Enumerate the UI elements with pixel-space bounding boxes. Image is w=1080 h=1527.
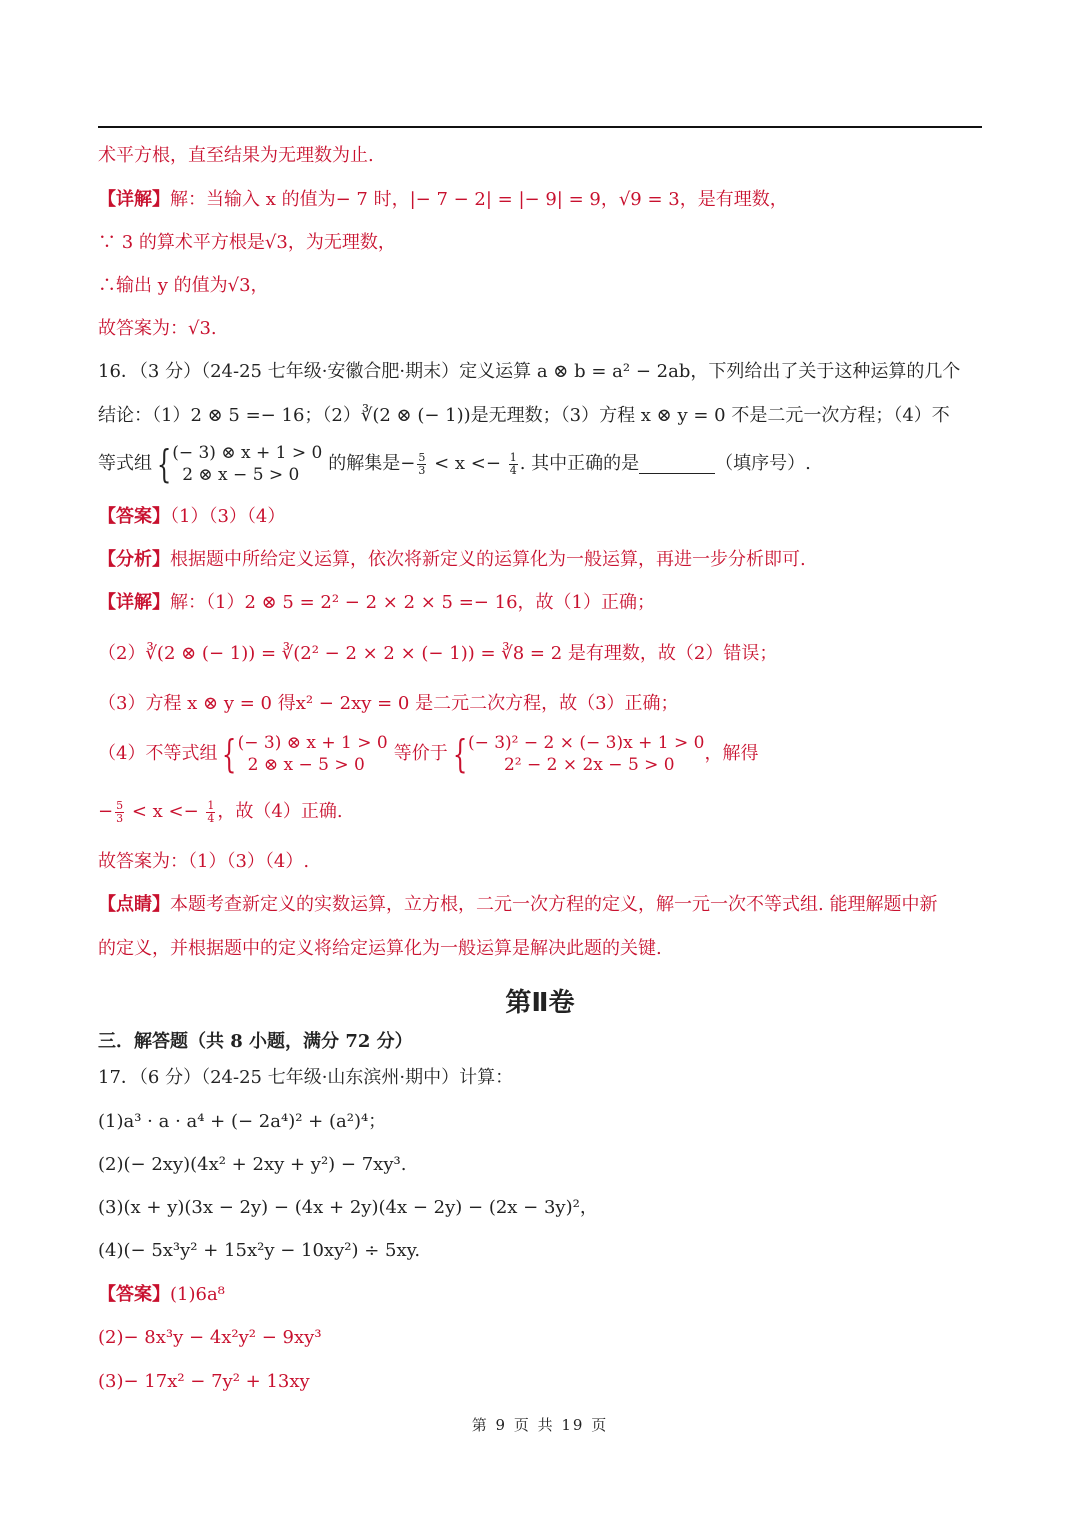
q16-detail-1: 【详解】解：（1）2 ⊗ 5 = 2² − 2 × 2 × 5 =− 16，故（1）正确； [98, 592, 655, 613]
text-line-5: 故答案为：√3. [98, 318, 217, 339]
fraction-5-3-b: $\frac{5}{3}$ [116, 798, 124, 825]
q17-answer-2: (2)− 8x³y − 4x²y² − 9xy³ [98, 1327, 322, 1348]
q16-answer: 【答案】（1）（3）（4） [98, 506, 286, 527]
page-footer: 第 9 页 共 19 页 [471, 1416, 609, 1434]
fraction-1-4: $\frac{1}{4}$ [509, 450, 517, 477]
section-title: 第Ⅱ卷 [505, 988, 575, 1018]
q16-detail-2: （2）∛(2 ⊗ (− 1)) = ∛(2² − 2 × 2 × (− 1)) = ∛8 = 2 是有理数，故（2）错误； [98, 643, 778, 664]
text-line-2: 【详解】解：当输入 x 的值为− 7 时，|− 7 − 2| = |− 9| = 9，√9 = 3，是有理数， [98, 189, 788, 210]
fraction-1-4-b: $\frac{1}{4}$ [207, 798, 215, 825]
header-rule [98, 126, 982, 128]
q16-analysis: 【分析】根据题中所给定义运算，依次将新定义的运算化为一般运算，再进一步分析即可. [98, 549, 806, 570]
text-line-1: 术平方根，直至结果为无理数为止. [98, 145, 374, 166]
q16-remark-1: 【点睛】本题考查新定义的实数运算，立方根，二元一次方程的定义，解一元一次不等式组. 能理解题中新 [98, 894, 938, 915]
q16-detail-3: （3）方程 x ⊗ y = 0 得x² − 2xy = 0 是二元二次方程，故（3）正确； [98, 693, 679, 714]
q17-answer-3: (3)− 17x² − 7y² + 13xy [98, 1371, 310, 1392]
q17-part-1: (1)a³ · a · a⁴ + (− 2a⁴)² + (a²)⁴； [98, 1111, 387, 1132]
q17-part-2: (2)(− 2xy)(4x² + 2xy + y²) − 7xy³. [98, 1154, 407, 1175]
inequality-system-3: { (− 3)² − 2 × (− 3)x + 1 > 0 2² − 2 × 2x − 5 > 0 [452, 732, 705, 776]
fraction-5-3: $\frac{5}{3}$ [418, 450, 426, 477]
q16-line-3: 等式组 { (− 3) ⊗ x + 1 > 0 2 ⊗ x − 5 > 0 的解集是− $\frac{5}{3}$ < x <− $\frac{1}{4}$ . 其中正确的是 （填序号）. [98, 442, 811, 486]
section-heading: 三．解答题（共 8 小题，满分 72 分） [98, 1031, 413, 1052]
q16-final: 故答案为：（1）（3）（4）. [98, 851, 310, 872]
q17-heading: 17．（6 分）（24-25 七年级·山东滨州·期中）计算： [98, 1067, 514, 1088]
text-line-4: ∴输出 y 的值为√3， [98, 275, 269, 296]
inequality-system-2: { (− 3) ⊗ x + 1 > 0 2 ⊗ x − 5 > 0 [222, 732, 388, 776]
q16-detail-4: （4）不等式组 { (− 3) ⊗ x + 1 > 0 2 ⊗ x − 5 > 0 等价于 { (− 3)² − 2 × (− 3)x + 1 > 0 2² − 2 × 2x − 5 > 0 ，解得 [98, 732, 759, 776]
q17-answer-1: 【答案】(1)6a⁸ [98, 1284, 225, 1305]
q16-remark-2: 的定义，并根据题中的定义将给定运算化为一般运算是解决此题的关键. [98, 938, 662, 959]
q16-line-2: 结论：（1）2 ⊗ 5 =− 16；（2）∛(2 ⊗ (− 1))是无理数；（3）方程 x ⊗ y = 0 不是二元一次方程；（4）不 [98, 405, 950, 426]
inequality-system: { (− 3) ⊗ x + 1 > 0 2 ⊗ x − 5 > 0 [156, 442, 323, 486]
answer-blank [639, 455, 715, 474]
q16-detail-5: − $\frac{5}{3}$ < x <− $\frac{1}{4}$ ，故（4）正确. [98, 798, 343, 825]
q17-part-4: (4)(− 5x³y² + 15x²y − 10xy²) ÷ 5xy. [98, 1240, 421, 1261]
detail-tag: 【详解】 [98, 189, 170, 210]
text-line-3: ∵ 3 的算术平方根是√3，为无理数， [98, 232, 396, 253]
q17-part-3: (3)(x + y)(3x − 2y) − (4x + 2y)(4x − 2y) − (2x − 3y)²， [98, 1197, 598, 1218]
q16-heading: 16．（3 分）（24-25 七年级·安徽合肥·期末）定义运算 a ⊗ b = a² − 2ab，下列给出了关于这种运算的几个 [98, 361, 961, 382]
